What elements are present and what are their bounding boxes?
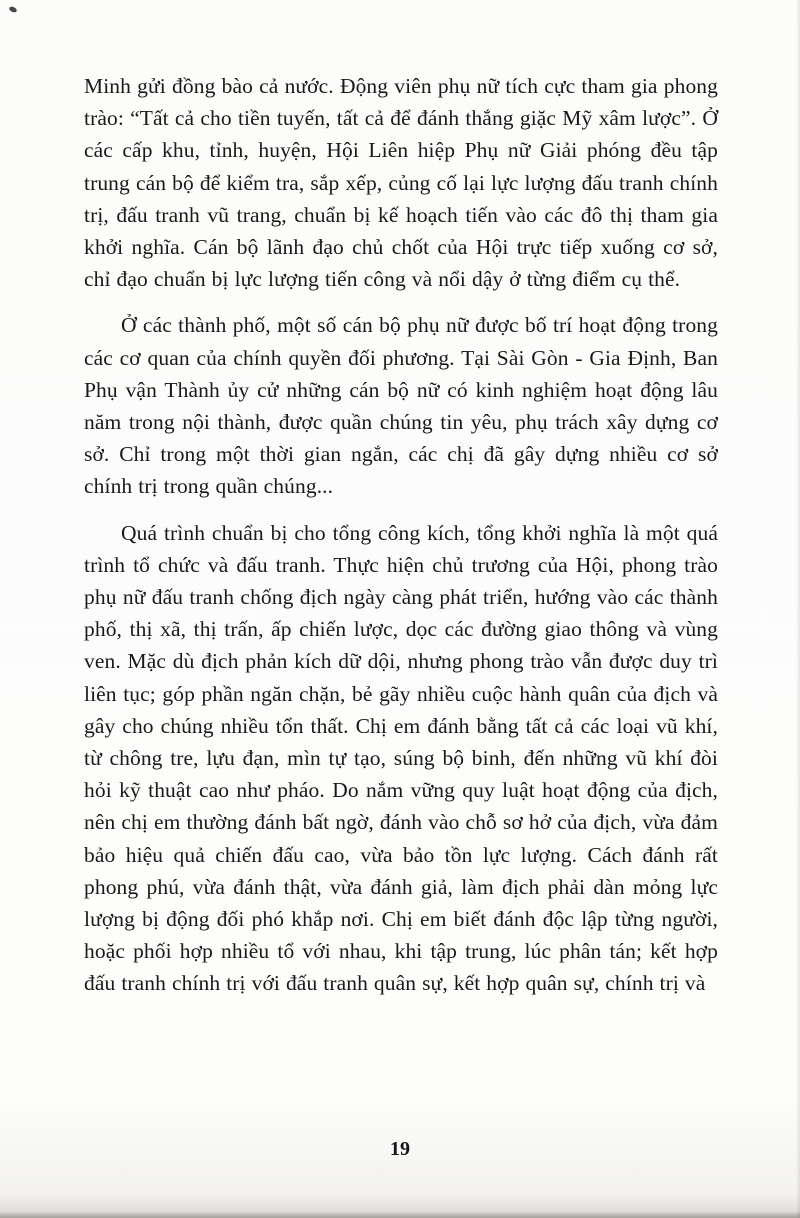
page-edge-shadow-right [796,0,800,1218]
body-text [84,70,718,1014]
scan-artifact [8,6,17,14]
paragraph: Ở các thành phố, một số cán bộ phụ nữ được bố trí hoạt động trong các cơ quan của chính quyền đối phương. Tại Sài Gòn - Gia Định, Ban Phụ vận Thành ủy cử những cán bộ nữ có kinh nghiệm hoạt động lâu năm trong nội thành, được quần chúng tin yêu, phụ trách xây dựng cơ sở. Chỉ trong một thời gian ngắn, các chị đã gây dựng nhiều cơ sở chính trị trong quần chúng... [84,313,718,499]
paragraph: Quá trình chuẩn bị cho tổng công kích, tổng khởi nghĩa là một quá trình tổ chức và đấu tranh. Thực hiện chủ trương của Hội, phong trào phụ nữ đấu tranh chống địch ngày càng phát triển, hướng vào các thành phố, thị xã, thị trấn, ấp chiến lược, dọc các đường giao thông và vùng ven. Mặc dù địch phản kích dữ dội, nhưng phong trào vẫn được duy trì liên tục; góp phần ngăn chặn, bẻ gãy nhiều cuộc hành quân của địch và gây cho chúng nhiều tổn thất. Chị em đánh bằng tất cả các loại vũ khí, từ chông tre, lựu đạn, mìn tự tạo, súng bộ binh, đến những vũ khí đòi hỏi kỹ thuật cao như pháo. Do nắm vững quy luật hoạt động của địch, nên chị em thường đánh bất ngờ, đánh vào chỗ sơ hở của địch, vừa đảm bảo hiệu quả chiến đấu cao, vừa bảo tồn lực lượng. Cách đánh rất phong phú, vừa đánh thật, vừa đánh giả, làm địch phải dàn mỏng lực lượng bị động đối phó khắp nơi. Chị em biết đánh độc lập từng người, hoặc phối hợp nhiều tổ với nhau, khi tập trung, lúc phân tán; kết hợp đấu tranh chính trị với đấu tranh quân sự, kết hợp quân sự, chính trị và [84,520,718,996]
paragraph: Minh gửi đồng bào cả nước. Động viên phụ nữ tích cực tham gia phong trào: “Tất cả cho tiền tuyến, tất cả để đánh thắng giặc Mỹ xâm lược”. Ở các cấp khu, tỉnh, huyện, Hội Liên hiệp Phụ nữ Giải phóng đều tập trung cán bộ để kiểm tra, sắp xếp, củng cố lại lực lượng đấu tranh chính trị, đấu tranh vũ trang, chuẩn bị kế hoạch tiến vào các đô thị tham gia khởi nghĩa. Cán bộ lãnh đạo chủ chốt của Hội trực tiếp xuống cơ sở, chỉ đạo chuẩn bị lực lượng tiến công và nổi dậy ở từng điểm cụ thể. [84,74,718,292]
page-edge-shadow-bottom [0,1211,800,1218]
page-number: 19 [390,1138,410,1160]
